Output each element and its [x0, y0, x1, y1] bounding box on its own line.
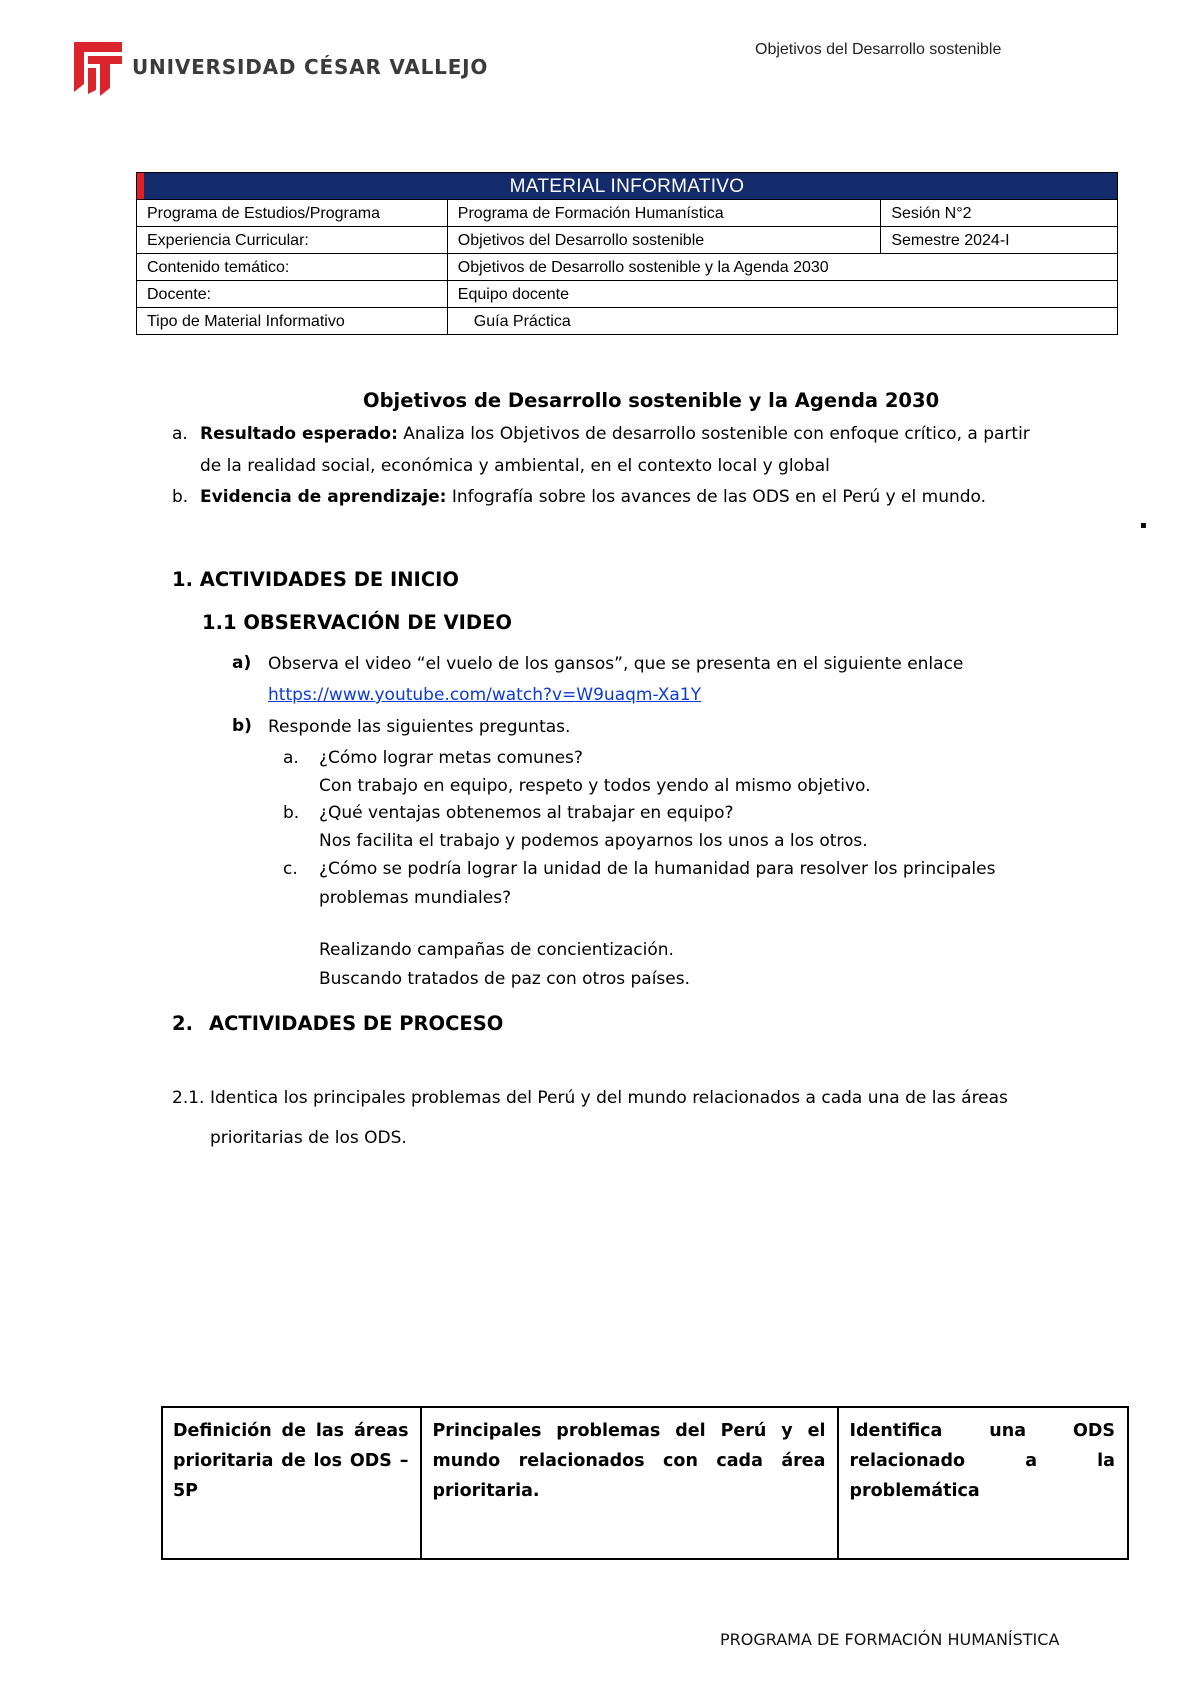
info-value: Objetivos del Desarrollo sostenible	[447, 227, 881, 254]
evidence-marker: b.	[172, 487, 189, 507]
info-value: Guía Práctica	[447, 308, 1117, 335]
activity-header-cell: Definición de las áreas prioritaria de los ODS – 5P	[162, 1407, 421, 1559]
task-text-cont: prioritarias de los ODS.	[210, 1128, 407, 1148]
answer-text: Buscando tratados de paz con otros países.	[319, 969, 691, 989]
question-text: ¿Cómo se podría lograr la unidad de la humanidad para resolver los principales	[319, 859, 996, 879]
question-text: ¿Qué ventajas obtenemos al trabajar en equipo?	[319, 803, 734, 823]
task-marker: 2.1.	[172, 1088, 205, 1108]
question-text-cont: problemas mundiales?	[319, 888, 512, 908]
result-text-cont: de la realidad social, económica y ambiental, en el contexto local y global	[200, 456, 830, 476]
video-link[interactable]: https://www.youtube.com/watch?v=W9uaqm-Xa1Y	[268, 685, 702, 705]
info-value: Equipo docente	[447, 281, 1117, 308]
question-marker: c.	[283, 859, 298, 879]
info-row	[137, 254, 1118, 281]
activity-header-row	[162, 1407, 1128, 1559]
result-text: Analiza los Objetivos de desarrollo sostenible con enfoque crítico, a partir	[403, 424, 1030, 444]
info-row	[137, 200, 1118, 227]
university-name: UNIVERSIDAD CÉSAR VALLEJO	[132, 55, 489, 79]
info-label: Contenido temático:	[137, 254, 448, 281]
answer-text: Realizando campañas de concientización.	[319, 940, 674, 960]
info-label: Docente:	[137, 281, 448, 308]
info-value: Objetivos de Desarrollo sostenible y la Agenda 2030	[447, 254, 1117, 281]
result-marker: a.	[172, 424, 188, 444]
red-accent-bar	[137, 173, 144, 199]
section-heading: ACTIVIDADES DE PROCESO	[209, 1012, 504, 1035]
answer-text: Con trabajo en equipo, respeto y todos yendo al mismo objetivo.	[319, 776, 871, 796]
document-title: Objetivos de Desarrollo sostenible y la Agenda 2030	[363, 389, 940, 412]
evidence-text: Infografía sobre los avances de las ODS en el Perú y el mundo.	[451, 487, 987, 507]
answer-text: Nos facilita el trabajo y podemos apoyarnos los unos a los otros.	[319, 831, 868, 851]
info-row	[137, 281, 1118, 308]
question-text: ¿Cómo lograr metas comunes?	[319, 748, 583, 768]
item-text: Observa el video “el vuelo de los gansos”, que se presenta en el siguiente enlace	[268, 654, 964, 674]
page-footer: PROGRAMA DE FORMACIÓN HUMANÍSTICA	[720, 1630, 1060, 1649]
activity-header-cell: Principales problemas del Perú y el mundo relacionados con cada área prioritaria.	[421, 1407, 838, 1559]
question-marker: b.	[283, 803, 300, 823]
info-extra: Semestre 2024-I	[881, 227, 1118, 254]
task-text: Identica los principales problemas del Perú y del mundo relacionados a cada una de las áreas	[210, 1088, 1008, 1108]
section-heading: 1. ACTIVIDADES DE INICIO	[172, 568, 459, 591]
material-info-table	[136, 172, 1118, 335]
info-label: Experiencia Curricular:	[137, 227, 448, 254]
activity-header-cell: Identifica una ODS relacionado a la problemática	[838, 1407, 1128, 1559]
activity-table	[161, 1406, 1129, 1560]
section-marker: 2.	[172, 1012, 193, 1035]
evidence-label: Evidencia de aprendizaje:	[200, 487, 447, 507]
evidence-line	[200, 487, 986, 507]
page-header-course: Objetivos del Desarrollo sostenible	[755, 41, 1002, 58]
result-label: Resultado esperado:	[200, 424, 398, 444]
item-marker: b)	[232, 716, 252, 736]
university-logo	[74, 40, 122, 96]
info-row	[137, 308, 1118, 335]
info-extra: Sesión N°2	[881, 200, 1118, 227]
material-info-heading-row	[137, 173, 1118, 200]
stray-bullet: ▪	[1140, 520, 1147, 531]
info-label: Tipo de Material Informativo	[137, 308, 448, 335]
info-value: Programa de Formación Humanística	[447, 200, 881, 227]
subsection-heading: 1.1 OBSERVACIÓN DE VIDEO	[202, 611, 512, 634]
material-info-heading: MATERIAL INFORMATIVO	[509, 175, 745, 197]
question-marker: a.	[283, 748, 299, 768]
info-label: Programa de Estudios/Programa	[137, 200, 448, 227]
item-text: Responde las siguientes preguntas.	[268, 717, 571, 737]
info-row	[137, 227, 1118, 254]
item-marker: a)	[232, 653, 252, 673]
result-line	[200, 424, 1030, 444]
